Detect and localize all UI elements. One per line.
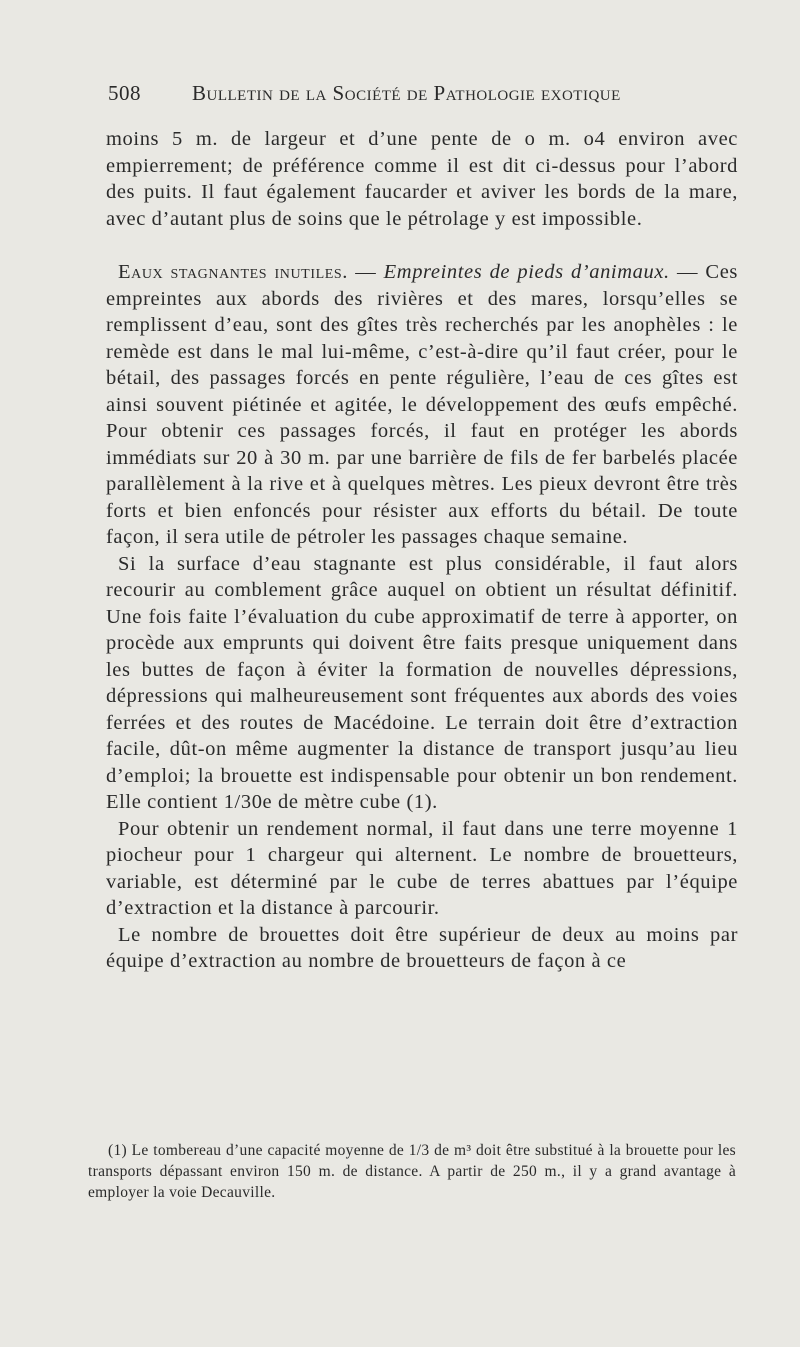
section-heading: Eaux stagnantes inutiles. xyxy=(118,261,348,283)
page-number: 508 xyxy=(108,81,141,105)
page-header xyxy=(108,80,728,106)
paragraph-2 xyxy=(106,259,738,551)
paragraph-1: moins 5 m. de largeur et d’une pente de o m. o4 environ avec empierrement; de préférence comme il est dit ci-dessus pour l’abord des puits. Il faut également faucarder et aviver les bords de la mare, avec d’autant plus de soins que le pétrolage y est impossible. xyxy=(106,128,738,230)
paragraph-4: Pour obtenir un rendement normal, il faut dans une terre moyenne 1 piocheur pour 1 chargeur qui alternent. Le nombre de brouetteurs, variable, est déterminé par le cube de terres abattues par l’équipe d’extraction et la distance à parcourir. xyxy=(106,817,738,919)
paragraph-5: Le nombre de brouettes doit être supérieur de deux au moins par équipe d’extraction au nombre de brouetteurs de façon à ce xyxy=(106,923,738,972)
paragraph-2-text: — Ces empreintes aux abords des rivières et des mares, lorsqu’elles se remplissent d’eau, sont des gîtes très recherchés par les anophèles : le remède est dans le mal lui-même, c’est-à-dire qu’il faut créer, pour le bétail, des passages forcés en pente régulière, l’eau de ces gîtes est ainsi souvent piétinée et agitée, le développement des œufs empêché. Pour obtenir ces passages forcés, il faut en protéger les abords immédiats sur 20 à 30 m. par une barrière de fils de fer barbelés placée parallèlement à la rive et à quelques mètres. Les pieux devront être très forts et bien enfoncés pour résister aux efforts du bétail. De toute façon, il sera utile de pétroler les passages chaque semaine. xyxy=(106,261,738,548)
running-title: Bulletin de la Société de Pathologie exotique xyxy=(192,81,621,105)
body-text xyxy=(106,126,738,975)
section-subheading: Empreintes de pieds d’animaux. xyxy=(383,261,670,283)
footnote-text: (1) Le tombereau d’une capacité moyenne de 1/3 de m³ doit être substitué à la brouette pour les transports dépassant environ 150 m. de distance. A partir de 250 m., il y a grand avantage à employer la voie Decauville. xyxy=(88,1142,736,1201)
paragraph-3: Si la surface d’eau stagnante est plus considérable, il faut alors recourir au comblement grâce auquel on obtient un résultat définitif. Une fois faite l’évaluation du cube approximatif de terre à apporter, on procède aux emprunts qui doivent être faits presque uniquement dans les buttes de façon à éviter la formation de nouvelles dépressions, dépressions qui malheureusement sont fréquentes aux abords des voies ferrées et des routes de Macédoine. Le terrain doit être d’extraction facile, dût-on même augmenter la distance de transport jusqu’au lieu d’emploi; la brouette est indispensable pour obtenir un bon rendement. Elle contient 1/30e de mètre cube (1). xyxy=(106,552,738,813)
heading-dash: — xyxy=(348,261,384,283)
footnote xyxy=(88,1140,736,1203)
